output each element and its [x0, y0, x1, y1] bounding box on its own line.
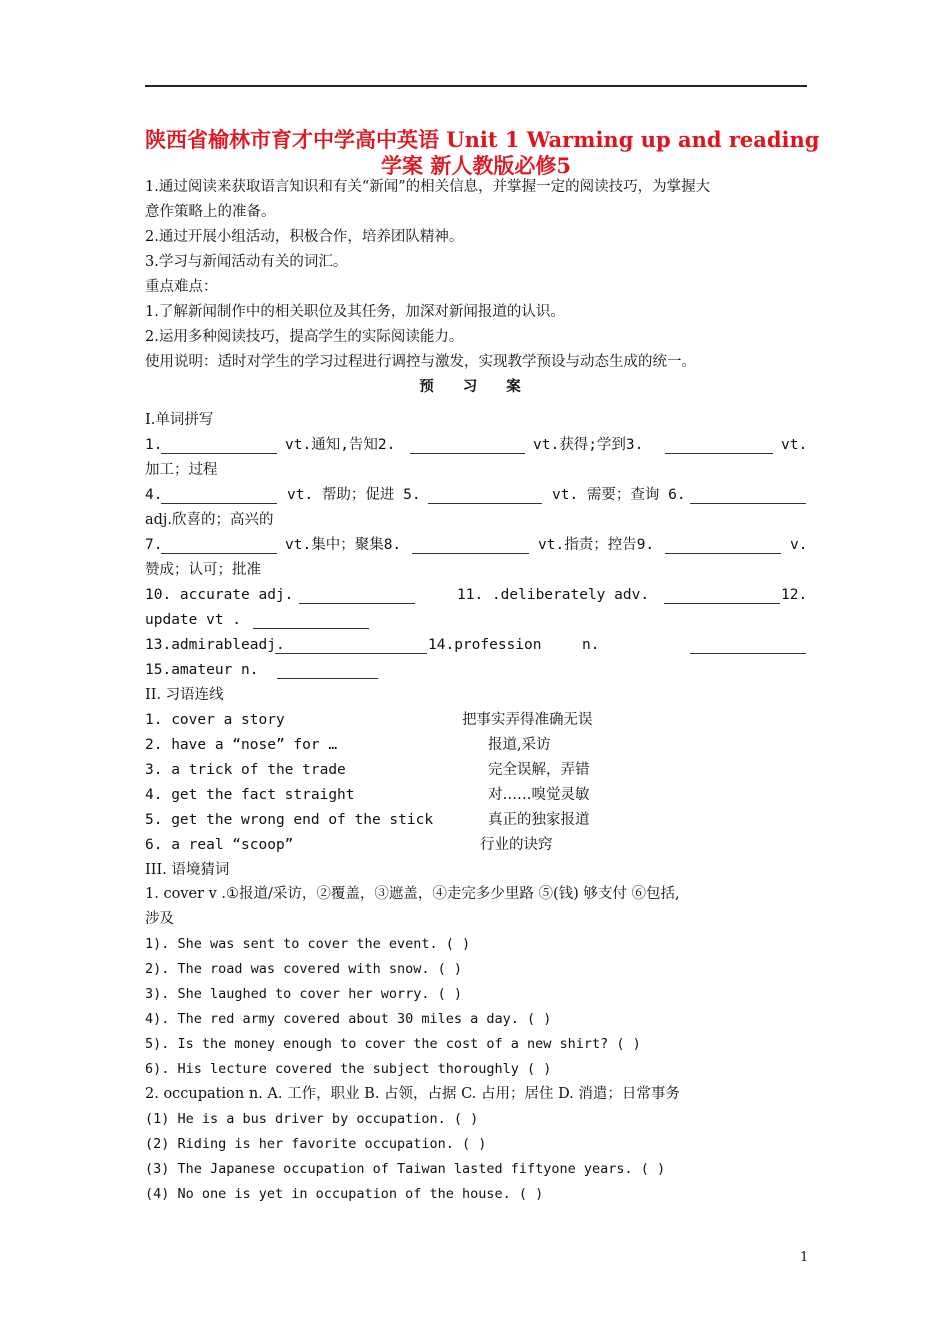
vocab-row1-b: vt.通知,告知2. — [285, 437, 396, 453]
vocab-row3-c: vt.指责；控告9. — [538, 537, 655, 553]
vocab-row3-a: 7. — [145, 537, 163, 553]
answer-blank[interactable] — [665, 439, 773, 454]
vocab-row4-cont: update vt . — [145, 612, 242, 628]
occupation-sentence: (1) He is a bus driver by occupation. ( ) — [145, 1111, 479, 1127]
idiom-zh: 对……嗅觉灵敏 — [488, 787, 590, 803]
answer-blank[interactable] — [161, 489, 277, 504]
objective-3: 3.学习与新闻活动有关的词汇。 — [145, 254, 348, 270]
idiom-zh: 行业的诀窍 — [480, 837, 553, 853]
vocab-row4-c: 12. — [781, 587, 808, 603]
idiom-en: 3. a trick of the trade — [145, 762, 346, 778]
key-point-1: 1.了解新闻制作中的相关职位及其任务，加深对新闻报道的认识。 — [145, 304, 565, 320]
answer-blank[interactable] — [277, 664, 378, 679]
vocab-row3-cont: 赞成；认可；批准 — [145, 562, 261, 578]
vocab-row5-c: n. — [582, 637, 600, 653]
vocab-row1-cont: 加工；过程 — [145, 462, 218, 478]
vocab-row6-a: 15.amateur n. — [145, 662, 259, 678]
idiom-en: 4. get the fact straight — [145, 787, 355, 803]
vocab-row2-a: 4. — [145, 487, 163, 503]
cover-sentence: 6). His lecture covered the subject thoroughly ( ) — [145, 1061, 552, 1077]
idiom-zh: 真正的独家报道 — [488, 812, 590, 828]
vocab-row4-b: 11. .deliberately adv. — [457, 587, 650, 603]
idiom-zh: 把事实弄得准确无误 — [462, 712, 593, 728]
answer-blank[interactable] — [253, 614, 369, 629]
vocab-row1-d: vt. — [781, 437, 808, 453]
vocab-row3-d: v. — [790, 537, 808, 553]
answer-blank[interactable] — [690, 639, 806, 654]
idiom-zh: 完全误解，弄错 — [488, 762, 590, 778]
part2-heading: II. 习语连线 — [145, 687, 224, 703]
occupation-sentence: (2) Riding is her favorite occupation. ( ) — [145, 1136, 487, 1152]
vocab-row1-a: 1. — [145, 437, 163, 453]
vocab-row1-c: vt.获得;学到3. — [533, 437, 644, 453]
answer-blank[interactable] — [275, 639, 427, 654]
vocab-row2-c: vt. 需要；查询 6. — [552, 487, 686, 503]
cover-sentence: 5). Is the money enough to cover the cost of a new shirt? ( ) — [145, 1036, 641, 1052]
vocab-row4-a: 10. accurate adj. — [145, 587, 294, 603]
answer-blank[interactable] — [690, 489, 806, 504]
cover-definition-cont: 涉及 — [145, 911, 174, 927]
page-number: 1 — [800, 1250, 809, 1265]
vocab-row5-a: 13.admirableadj. — [145, 637, 285, 653]
idiom-en: 5. get the wrong end of the stick — [145, 812, 434, 828]
vocab-row2-cont: adj.欣喜的；高兴的 — [145, 512, 274, 528]
vocab-row3-b: vt.集中；聚集8. — [285, 537, 402, 553]
vocab-row5-b: 14.profession — [428, 637, 542, 653]
idiom-en: 6. a real “scoop” — [145, 837, 294, 853]
answer-blank[interactable] — [299, 589, 415, 604]
key-point-2: 2.运用多种阅读技巧，提高学生的实际阅读能力。 — [145, 329, 464, 345]
answer-blank[interactable] — [664, 589, 780, 604]
answer-blank[interactable] — [412, 539, 529, 554]
part3-heading: III. 语境猜词 — [145, 862, 230, 878]
vocab-row2-b: vt. 帮助；促进 5. — [287, 487, 421, 503]
idiom-zh: 报道,采访 — [488, 737, 551, 753]
usage-note: 使用说明：适时对学生的学习过程进行调控与激发，实现教学预设与动态生成的统一。 — [145, 354, 696, 370]
cover-sentence: 1). She was sent to cover the event. ( ) — [145, 936, 471, 952]
answer-blank[interactable] — [161, 439, 277, 454]
idiom-en: 2. have a “nose” for … — [145, 737, 338, 753]
cover-sentence: 3). She laughed to cover her worry. ( ) — [145, 986, 462, 1002]
occupation-sentence: (4) No one is yet in occupation of the house. ( ) — [145, 1186, 544, 1202]
answer-blank[interactable] — [161, 539, 277, 554]
objective-1a: 1.通过阅读来获取语言知识和有关“新闻”的相关信息，并掌握一定的阅读技巧，为掌握大 — [145, 179, 711, 195]
cover-sentence: 2). The road was covered with snow. ( ) — [145, 961, 462, 977]
part1-heading: I.单词拼写 — [145, 412, 214, 428]
idiom-en: 1. cover a story — [145, 712, 285, 728]
cover-definition: 1. cover v .①报道/采访，②覆盖，③遮盖，④走完多少里路 ⑤(钱) 够支付 ⑥包括, — [145, 886, 680, 902]
occupation-sentence: (3) The Japanese occupation of Taiwan lasted fiftyone years. ( ) — [145, 1161, 666, 1177]
section-heading: 预 习 案 — [419, 378, 533, 395]
header-rule — [145, 85, 807, 87]
occupation-definition: 2. occupation n. A. 工作，职业 B. 占领，占据 C. 占用；居住 D. 消遣；日常事务 — [145, 1086, 680, 1102]
answer-blank[interactable] — [428, 489, 542, 504]
objective-2: 2.通过开展小组活动，积极合作，培养团队精神。 — [145, 229, 464, 245]
title-line-1: 陕西省榆林市育才中学高中英语 Unit 1 Warming up and reading — [145, 127, 820, 152]
answer-blank[interactable] — [665, 539, 781, 554]
title-line-2: 学案 新人教版必修5 — [381, 153, 571, 178]
cover-sentence: 4). The red army covered about 30 miles a day. ( ) — [145, 1011, 552, 1027]
answer-blank[interactable] — [410, 439, 525, 454]
key-difficulties-heading: 重点难点： — [145, 279, 218, 295]
objective-1b: 意作策略上的准备。 — [145, 204, 276, 220]
